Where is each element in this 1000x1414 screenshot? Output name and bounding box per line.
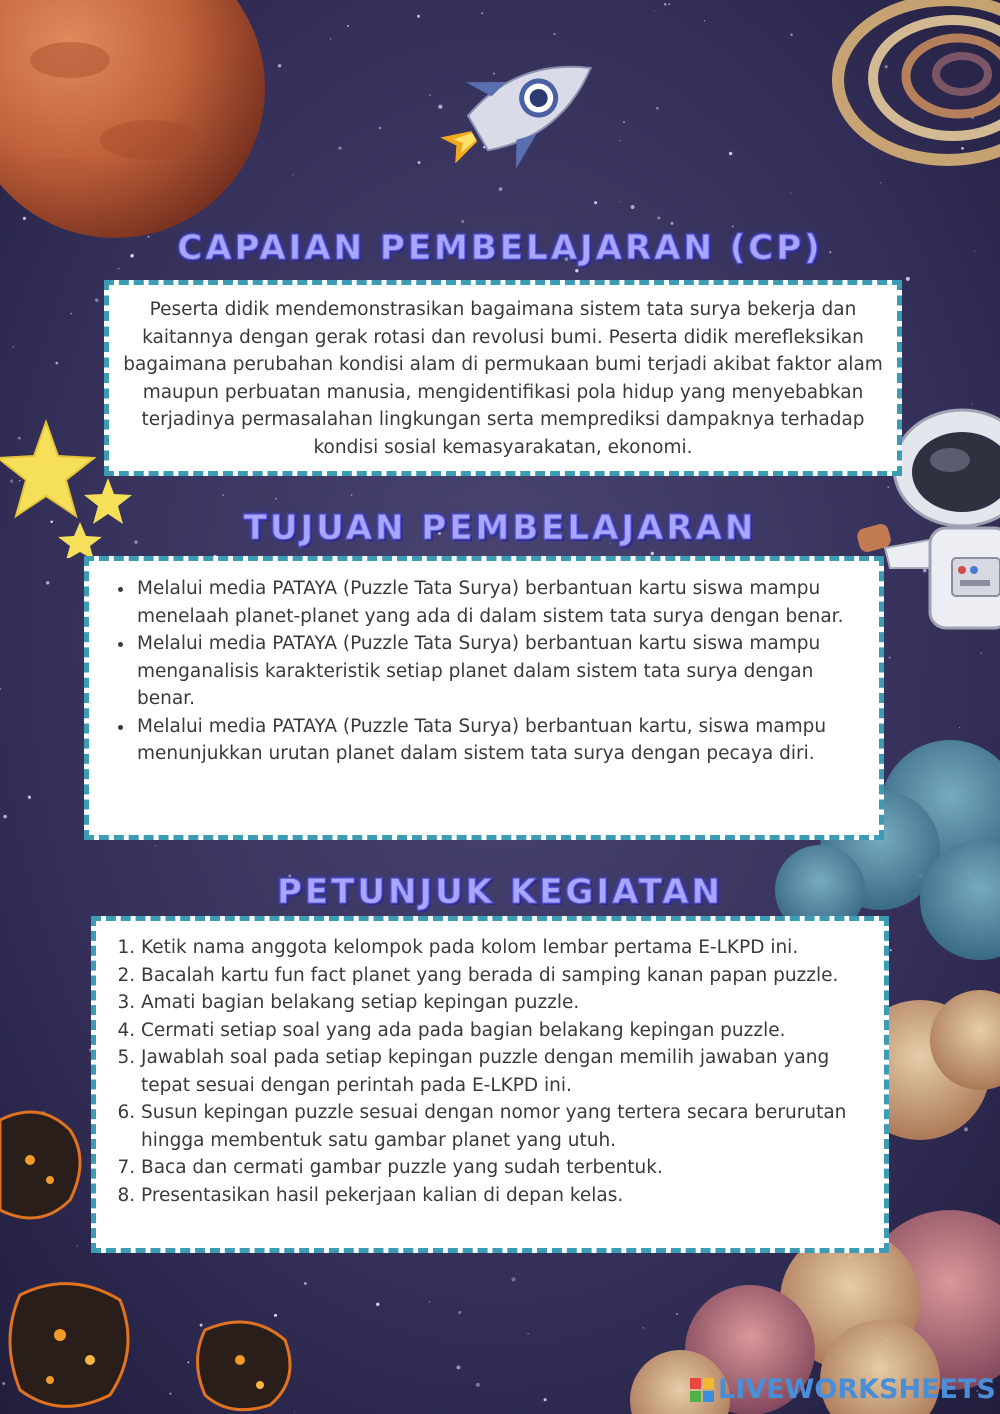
watermark[interactable]: LIVEWORKSHEETS — [718, 1374, 996, 1405]
star-dot — [481, 12, 483, 14]
tp-list — [107, 575, 861, 768]
star-dot — [499, 187, 503, 191]
star-dot — [418, 161, 421, 164]
liveworksheets-logo-icon — [690, 1378, 714, 1402]
pk-box — [91, 916, 889, 1253]
list-item: • Melalui media PATAYA (Puzzle Tata Surya) berbantuan kartu siswa mampu menelaah planet-planet yang ada di dalam sistem tata surya dengan benar. — [135, 575, 861, 630]
star-dot — [657, 216, 660, 219]
list-item: 5. Jawablah soal pada setiap kepingan puzzle dengan memilih jawaban yang tepat sesuai dengan perintah pada E-LKPD ini. — [141, 1044, 866, 1099]
star-dot — [656, 107, 659, 110]
star-dot — [959, 727, 960, 728]
list-item: 7. Baca dan cermati gambar puzzle yang sudah terbentuk. — [141, 1154, 866, 1182]
list-item: 6. Susun kepingan puzzle sesuai dengan nomor yang tertera secara berurutan hingga membentuk satu gambar planet yang utuh. — [141, 1099, 866, 1154]
pk-heading: PETUNJUK KEGIATAN — [277, 872, 723, 912]
star-dot — [456, 1365, 460, 1369]
list-item: • Melalui media PATAYA (Puzzle Tata Surya) berbantuan kartu siswa mampu menganalisis karakteristik setiap planet dalam sistem tata surya dengan benar. — [135, 630, 861, 713]
star-dot — [544, 1398, 547, 1401]
cp-body: Peserta didik mendemonstrasikan bagaimana sistem tata surya bekerja dan kaitannya dengan gerak rotasi dan revolusi bumi. Peserta didik merefleksikan bagaimana perubahan kondisi alam di permukaan bumi terjadi akibat faktor alam maupun perbuatan manusia, mengidentifikasi pola hidup yang menyebabkan terjadinya permasalahan lingkungan serta memprediksi dampaknya terhadap kondisi sosial kemasyarakatan, ekonomi. — [123, 299, 883, 458]
star-dot — [417, 15, 420, 18]
star-dot — [278, 64, 281, 67]
star-dot — [654, 10, 655, 11]
star-dot — [631, 205, 635, 209]
tp-box — [84, 556, 884, 840]
list-item: 3. Amati bagian belakang setiap kepingan puzzle. — [141, 989, 866, 1017]
star-dot — [155, 845, 156, 846]
star-dot — [429, 94, 430, 95]
pk-list — [114, 934, 866, 1209]
star-dot — [729, 152, 732, 155]
star-dot — [527, 1333, 528, 1334]
planet-mars-icon — [0, 0, 270, 250]
star-dot — [906, 277, 910, 281]
star-dot — [292, 174, 293, 175]
star-dot — [575, 269, 578, 272]
star-dot — [351, 494, 352, 495]
star-dot — [623, 121, 625, 123]
star-dot — [619, 201, 620, 202]
star-dot — [553, 33, 555, 35]
star-dot — [376, 1303, 379, 1306]
star-dot — [790, 192, 792, 194]
star-dot — [981, 653, 982, 654]
star-dot — [664, 3, 667, 6]
star-dot — [338, 147, 341, 150]
star-dot — [671, 222, 674, 225]
star-dot — [972, 403, 973, 404]
star-dot — [275, 498, 277, 500]
star-dot — [95, 298, 99, 302]
rocket-icon — [440, 38, 620, 168]
star-dot — [330, 38, 331, 39]
star-dot — [704, 20, 705, 21]
star-dot — [651, 552, 654, 555]
star-dot — [13, 346, 14, 347]
list-item: 4. Cermati setiap soal yang ada pada bagian belakang kepingan puzzle. — [141, 1017, 866, 1045]
star-dot — [379, 127, 382, 130]
star-dot — [461, 220, 464, 223]
star-dot — [3, 815, 6, 818]
star-dot — [732, 226, 733, 227]
cp-heading: CAPAIAN PEMBELAJARAN (CP) — [177, 228, 823, 268]
list-item: 8. Presentasikan hasil pekerjaan kalian di depan kelas. — [141, 1182, 866, 1210]
star-dot — [511, 1277, 515, 1281]
star-dot — [28, 796, 31, 799]
list-item: 1. Ketik nama anggota kelompok pada kolom lembar pertama E-LKPD ini. — [141, 934, 866, 962]
cp-box — [104, 280, 902, 476]
star-dot — [222, 494, 224, 496]
star-dot — [790, 33, 793, 36]
star-dot — [70, 313, 71, 314]
list-item: 2. Bacalah kartu fun fact planet yang berada di samping kanan papan puzzle. — [141, 962, 866, 990]
tp-heading: TUJUAN PEMBELAJARAN — [243, 508, 757, 548]
star-dot — [56, 362, 59, 365]
star-dot — [476, 1383, 480, 1387]
star-dot — [594, 201, 597, 204]
spiral-galaxy-icon — [828, 0, 1000, 190]
star-dot — [429, 1301, 431, 1303]
star-dot — [889, 657, 891, 659]
star-dot — [46, 581, 49, 584]
list-item: • Melalui media PATAYA (Puzzle Tata Surya) berbantuan kartu, siswa mampu menunjukkan urutan planet dalam sistem tata surya dengan pecaya diri. — [135, 713, 861, 768]
star-dot — [347, 25, 349, 27]
star-dot — [668, 3, 670, 5]
star-dot — [458, 1311, 461, 1314]
